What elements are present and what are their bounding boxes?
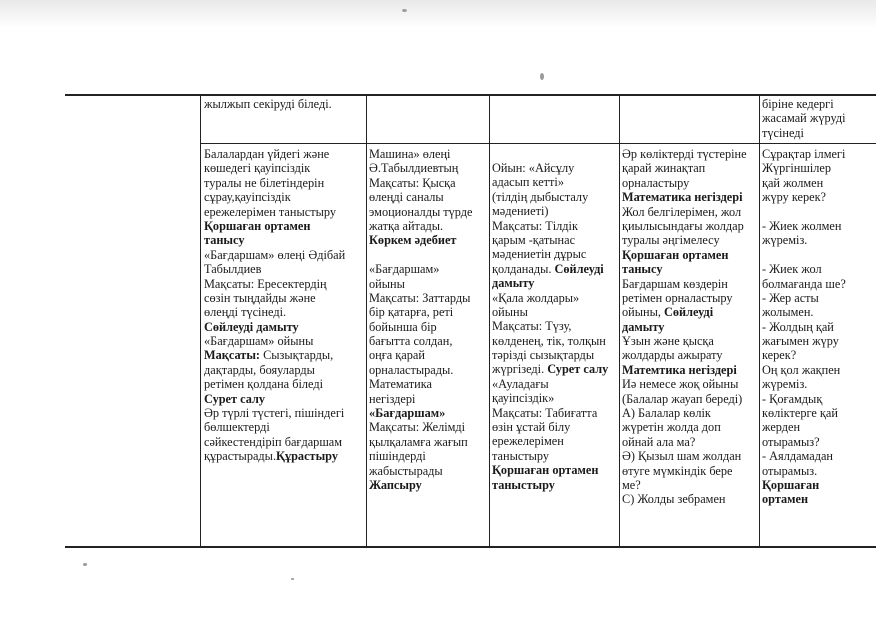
- cell-line: [762, 420, 876, 434]
- cell-text: Машина» өлеңі: [369, 147, 451, 161]
- cell-line: [492, 463, 618, 477]
- cell-line: [762, 126, 876, 140]
- cell-line: [369, 348, 487, 362]
- cell-line: [369, 291, 487, 305]
- cell-text-bold: Сурет салу: [547, 362, 609, 377]
- cell-line: [369, 147, 487, 161]
- cell-line: [762, 464, 876, 478]
- cell-line: [622, 233, 758, 247]
- cell-line: [492, 219, 618, 233]
- cell-text: қарым -қатынас: [492, 232, 576, 247]
- cell-text: танысу: [204, 233, 245, 248]
- cell-text: Сызықтарды,: [260, 348, 334, 363]
- cell-line: [492, 175, 618, 189]
- cell-line: [622, 348, 758, 362]
- cell-line: [622, 406, 758, 420]
- scan-smudge: [540, 73, 544, 80]
- cell-line: [762, 305, 876, 319]
- table-rule: [200, 143, 876, 144]
- cell-text: ойнай ала ма?: [622, 434, 696, 449]
- cell-line: [492, 204, 618, 218]
- cell-text: Жапсыру: [369, 477, 422, 492]
- cell-text: танысу: [622, 262, 663, 277]
- cell-line: [204, 392, 364, 406]
- cell-text: өлеңді саналы: [369, 190, 444, 205]
- cell-text: Мақсаты: Тілдік: [492, 218, 578, 233]
- cell-line: [204, 348, 364, 362]
- cell-text: Сөйлеуді дамыту: [204, 319, 299, 334]
- cell-line: [369, 205, 487, 219]
- cell-text: көліктерге қай: [762, 406, 838, 421]
- cell-text: Жол белгілерімен, жол: [622, 204, 742, 219]
- cell-text: Ойын: «Айсұлу: [492, 161, 575, 175]
- cell-line: [762, 435, 876, 449]
- cell-text: «Бағдаршам»: [369, 406, 446, 421]
- cell-line: [622, 464, 758, 478]
- cell-text: таныстыру: [492, 477, 555, 492]
- cell-line: [369, 262, 487, 276]
- cell-line: [369, 449, 487, 463]
- row2-cell-5: [762, 147, 876, 507]
- cell-line: [369, 277, 487, 291]
- cell-line: [762, 219, 876, 233]
- cell-line: [369, 420, 487, 434]
- table-rule: [619, 94, 620, 546]
- cell-text: адасып кетті»: [492, 175, 564, 190]
- cell-text: қауіпсіздік»: [492, 391, 555, 406]
- cell-text: түсінеді: [762, 125, 804, 140]
- cell-text: мәдениетін дұрыс: [492, 247, 587, 262]
- cell-line: [762, 406, 876, 420]
- cell-text: Мақсаты: Ересектердің: [204, 276, 327, 291]
- cell-line: [204, 305, 364, 319]
- cell-text: жатқа айтады.: [369, 218, 444, 233]
- cell-text: Математика негіздері: [622, 190, 743, 205]
- cell-line: [762, 449, 876, 463]
- cell-text: жүргізеді.: [492, 362, 548, 377]
- cell-text: (Балалар жауап береді): [622, 391, 743, 406]
- table-rule: [759, 94, 760, 546]
- cell-text: Балалардан үйдегі және: [204, 147, 330, 161]
- cell-text: өзін ұстай білу: [492, 420, 571, 435]
- cell-line: [369, 176, 487, 190]
- cell-text: эмоционалды түрде: [369, 204, 473, 219]
- cell-line: [492, 262, 618, 276]
- cell-line: [622, 219, 758, 233]
- cell-line: [762, 147, 876, 161]
- cell-line: [762, 262, 876, 276]
- cell-line: [492, 478, 618, 492]
- cell-line: [622, 205, 758, 219]
- row2-cell-1: [204, 147, 364, 464]
- cell-line: [369, 406, 487, 420]
- cell-text: - Жолдың қай: [762, 319, 834, 334]
- cell-line: [492, 291, 618, 305]
- cell-line: [204, 420, 364, 434]
- table-rule: [65, 94, 876, 96]
- cell-text: Қоршаған ортамен: [204, 218, 311, 233]
- cell-text: Мақсаты: Заттарды: [369, 290, 471, 305]
- cell-line: [762, 392, 876, 406]
- cell-text: Сурет салу: [204, 391, 266, 406]
- cell-text-bold: Сөйлеуді: [554, 261, 604, 276]
- table-rule: [366, 94, 367, 546]
- cell-text: Ә.Табылдиевтың: [369, 161, 459, 176]
- cell-line: [369, 190, 487, 204]
- cell-text-bold: Құрастыру: [276, 449, 339, 464]
- cell-text: ойыны: [369, 276, 405, 291]
- cell-text: өлеңді түсінеді.: [204, 305, 287, 320]
- cell-text: - Қоғамдық: [762, 391, 823, 406]
- cell-text: жабыстырады: [369, 463, 443, 478]
- cell-line: [369, 233, 487, 247]
- cell-line: [762, 161, 876, 175]
- cell-line: [369, 464, 487, 478]
- cell-line: [762, 205, 876, 219]
- cell-text: дамыту: [622, 319, 665, 334]
- cell-text: отырамыз?: [762, 434, 820, 449]
- cell-text: Мақсаты:: [204, 348, 261, 363]
- cell-line: [492, 377, 618, 391]
- cell-line: [762, 233, 876, 247]
- cell-text: пішіндерді: [369, 449, 426, 464]
- cell-text: туралы әңгімелесу: [622, 233, 720, 248]
- cell-text: жүретін жолда доп: [622, 420, 721, 435]
- cell-text: бір қатарға, реті: [369, 305, 454, 320]
- cell-text: бағытта солдан,: [369, 334, 453, 349]
- cell-line: [492, 391, 618, 405]
- cell-text: Иә немесе жоқ ойыны: [622, 377, 739, 392]
- cell-line: [762, 248, 876, 262]
- cell-line: [204, 277, 364, 291]
- cell-text: Көркем әдебиет: [369, 233, 457, 248]
- table-rule: [65, 546, 876, 548]
- cell-line: [369, 334, 487, 348]
- cell-text: Қоршаған: [762, 477, 820, 492]
- cell-line: [622, 248, 758, 262]
- cell-line: [204, 161, 364, 175]
- cell-line: [622, 392, 758, 406]
- cell-text: (тілдің дыбысталу: [492, 189, 589, 204]
- cell-line: [204, 377, 364, 391]
- cell-line: [369, 248, 487, 262]
- cell-text: тәрізді сызықтарды: [492, 348, 595, 363]
- cell-line: [369, 392, 487, 406]
- cell-line: [204, 176, 364, 190]
- cell-line: [622, 291, 758, 305]
- cell-line: [369, 478, 487, 492]
- cell-text: қай жолмен: [762, 175, 824, 190]
- cell-line: [204, 219, 364, 233]
- cell-line: [369, 161, 487, 175]
- cell-line: [492, 434, 618, 448]
- cell-text: қолданады.: [492, 261, 555, 276]
- cell-line: [204, 449, 364, 463]
- cell-line: [762, 377, 876, 391]
- cell-line: [622, 334, 758, 348]
- cell-text: Оң қол жақпен: [762, 362, 841, 377]
- cell-text: жерден: [762, 420, 801, 435]
- row1-cell-1: [204, 97, 364, 111]
- cell-text: мәдениеті): [492, 204, 549, 219]
- cell-text: Қоршаған ортамен: [622, 247, 729, 262]
- cell-line: [204, 97, 364, 111]
- cell-line: [622, 420, 758, 434]
- cell-text: Ә) Қызыл шам жолдан: [622, 449, 742, 464]
- cell-text: отырамыз.: [762, 463, 818, 478]
- cell-line: [762, 277, 876, 291]
- cell-line: [492, 247, 618, 261]
- cell-text: ортамен: [762, 492, 809, 507]
- cell-text: жүреміз.: [762, 233, 808, 248]
- cell-text: орналастыру: [622, 175, 690, 190]
- cell-line: [204, 233, 364, 247]
- cell-line: [622, 478, 758, 492]
- cell-text: ережелерімен таныстыру: [204, 204, 336, 219]
- cell-text: Мақсаты: Қысқа: [369, 175, 456, 190]
- scan-shadow: [0, 0, 876, 28]
- cell-line: [204, 262, 364, 276]
- table-rule: [200, 94, 201, 546]
- cell-line: [622, 147, 758, 161]
- cell-text: Әр көліктерді түстеріне: [622, 147, 747, 161]
- cell-line: [204, 320, 364, 334]
- cell-line: [762, 478, 876, 492]
- cell-text: біріне кедергі: [762, 97, 834, 111]
- cell-text: - Жер асты: [762, 290, 819, 305]
- cell-line: [762, 97, 876, 111]
- cell-line: [622, 190, 758, 204]
- cell-line: [762, 320, 876, 334]
- cell-text: негіздері: [369, 391, 416, 406]
- cell-line: [204, 435, 364, 449]
- cell-text: таныстыру: [492, 448, 550, 463]
- cell-line: [762, 291, 876, 305]
- cell-line: [492, 233, 618, 247]
- cell-text: бөлшектерді: [204, 420, 270, 435]
- cell-line: [369, 363, 487, 377]
- cell-line: [204, 291, 364, 305]
- cell-line: [622, 161, 758, 175]
- cell-text: ме?: [622, 477, 641, 492]
- cell-text-bold: Сөйлеуді: [663, 305, 714, 320]
- cell-text: «Қала жолдары»: [492, 290, 580, 305]
- cell-text: ойыны,: [622, 305, 664, 320]
- cell-line: [492, 449, 618, 463]
- cell-text: керек?: [762, 348, 797, 363]
- cell-text: жүреміз.: [762, 377, 808, 392]
- cell-line: [204, 190, 364, 204]
- cell-line: [204, 406, 364, 420]
- cell-line: [204, 248, 364, 262]
- cell-text: - Жиек жол: [762, 262, 822, 277]
- cell-line: [762, 190, 876, 204]
- cell-text: Қоршаған ортамен: [492, 463, 599, 478]
- cell-text: Ұзын және қысқа: [622, 334, 714, 349]
- cell-text: оңға қарай: [369, 348, 425, 363]
- cell-text: Мақсаты: Табиғатта: [492, 405, 598, 420]
- row2-cell-2: [369, 147, 487, 492]
- cell-line: [762, 348, 876, 362]
- cell-text: «Бағдаршам»: [369, 262, 440, 277]
- cell-line: [492, 161, 618, 175]
- cell-line: [369, 435, 487, 449]
- cell-line: [622, 377, 758, 391]
- cell-line: [204, 334, 364, 348]
- row2-cell-4: [622, 147, 758, 507]
- cell-text: қарай жинақтап: [622, 161, 706, 176]
- cell-text: Әр түрлі түстегі, пішіндегі: [204, 406, 345, 421]
- cell-text: өтуге мүмкіндік бере: [622, 463, 733, 478]
- cell-line: [492, 305, 618, 319]
- cell-line: [492, 420, 618, 434]
- cell-text: сөзін тыңдайды және: [204, 290, 316, 305]
- cell-text: ойыны: [492, 304, 528, 319]
- cell-text: Математика: [369, 377, 432, 392]
- row1-cell-6: [762, 97, 876, 140]
- cell-text: дамыту: [492, 276, 535, 291]
- cell-text: - Аялдамадан: [762, 449, 834, 464]
- cell-text: болмағанда ше?: [762, 276, 846, 291]
- cell-text: Жүргіншілер: [762, 161, 831, 176]
- cell-line: [622, 176, 758, 190]
- cell-text: жолдарды ажырату: [622, 348, 723, 363]
- cell-line: [369, 305, 487, 319]
- cell-line: [622, 363, 758, 377]
- cell-line: [762, 363, 876, 377]
- cell-line: [492, 276, 618, 290]
- cell-line: [492, 334, 618, 348]
- cell-text: А) Балалар көлік: [622, 406, 711, 421]
- cell-text: жолымен.: [762, 305, 814, 320]
- cell-text: жағымен жүру: [762, 334, 839, 349]
- cell-text: көлденең, тік, толқын: [492, 333, 606, 348]
- cell-line: [492, 406, 618, 420]
- cell-text: «Бағдаршам» ойыны: [204, 334, 314, 349]
- cell-text: жүру керек?: [762, 190, 827, 205]
- row2-cell-3: [492, 161, 618, 492]
- cell-text: С) Жолды зебрамен: [622, 492, 726, 507]
- cell-text: Мақсаты: Желімді: [369, 420, 466, 435]
- cell-line: [622, 262, 758, 276]
- cell-text: «Бағдаршам» өлеңі Әдібай: [204, 247, 346, 262]
- scan-smudge: [83, 563, 87, 566]
- cell-text: - Жиек жолмен: [762, 218, 842, 233]
- cell-line: [492, 190, 618, 204]
- cell-line: [762, 334, 876, 348]
- cell-line: [762, 492, 876, 506]
- cell-text: сәйкестендіріп бағдаршам: [204, 434, 343, 449]
- cell-line: [369, 219, 487, 233]
- cell-line: [369, 320, 487, 334]
- cell-text: қиылысындағы жолдар: [622, 218, 744, 233]
- cell-line: [369, 377, 487, 391]
- table-rule: [489, 94, 490, 546]
- cell-text: Табылдиев: [204, 262, 262, 277]
- cell-text: ретімен орналастыру: [622, 290, 733, 305]
- cell-line: [492, 348, 618, 362]
- cell-line: [622, 492, 758, 506]
- scan-smudge: [291, 578, 294, 580]
- cell-text: сұрау,қауіпсіздік: [204, 190, 291, 205]
- cell-text: Матемтика негіздері: [622, 362, 737, 377]
- cell-line: [622, 435, 758, 449]
- cell-line: [204, 205, 364, 219]
- cell-text: туралы не білетіндерін: [204, 175, 325, 190]
- cell-text: Сұрақтар ілмегі: [762, 147, 846, 161]
- cell-line: [762, 176, 876, 190]
- cell-line: [762, 111, 876, 125]
- cell-text: бойынша бір: [369, 319, 437, 334]
- cell-line: [204, 363, 364, 377]
- cell-line: [492, 319, 618, 333]
- cell-text: Мақсаты: Түзу,: [492, 319, 572, 334]
- cell-text: көшедегі қауіпсіздік: [204, 161, 311, 176]
- cell-text: жасамай жүруді: [762, 111, 846, 126]
- cell-text: жылжып секіруді біледі.: [204, 97, 332, 111]
- cell-line: [622, 277, 758, 291]
- cell-line: [622, 449, 758, 463]
- cell-text: ретімен қолдана біледі: [204, 377, 323, 392]
- cell-line: [492, 362, 618, 376]
- cell-text: «Ауладағы: [492, 376, 549, 391]
- cell-line: [622, 305, 758, 319]
- cell-line: [622, 320, 758, 334]
- cell-text: орналастырады.: [369, 362, 454, 377]
- cell-text: Бағдаршам көздерін: [622, 276, 728, 291]
- cell-line: [204, 147, 364, 161]
- cell-text: құрастырады.: [204, 449, 277, 464]
- cell-text: қылқаламға жағып: [369, 434, 468, 449]
- cell-text: дақтарды, бояуларды: [204, 362, 315, 377]
- scan-smudge: [402, 9, 407, 12]
- cell-text: ережелерімен: [492, 434, 564, 449]
